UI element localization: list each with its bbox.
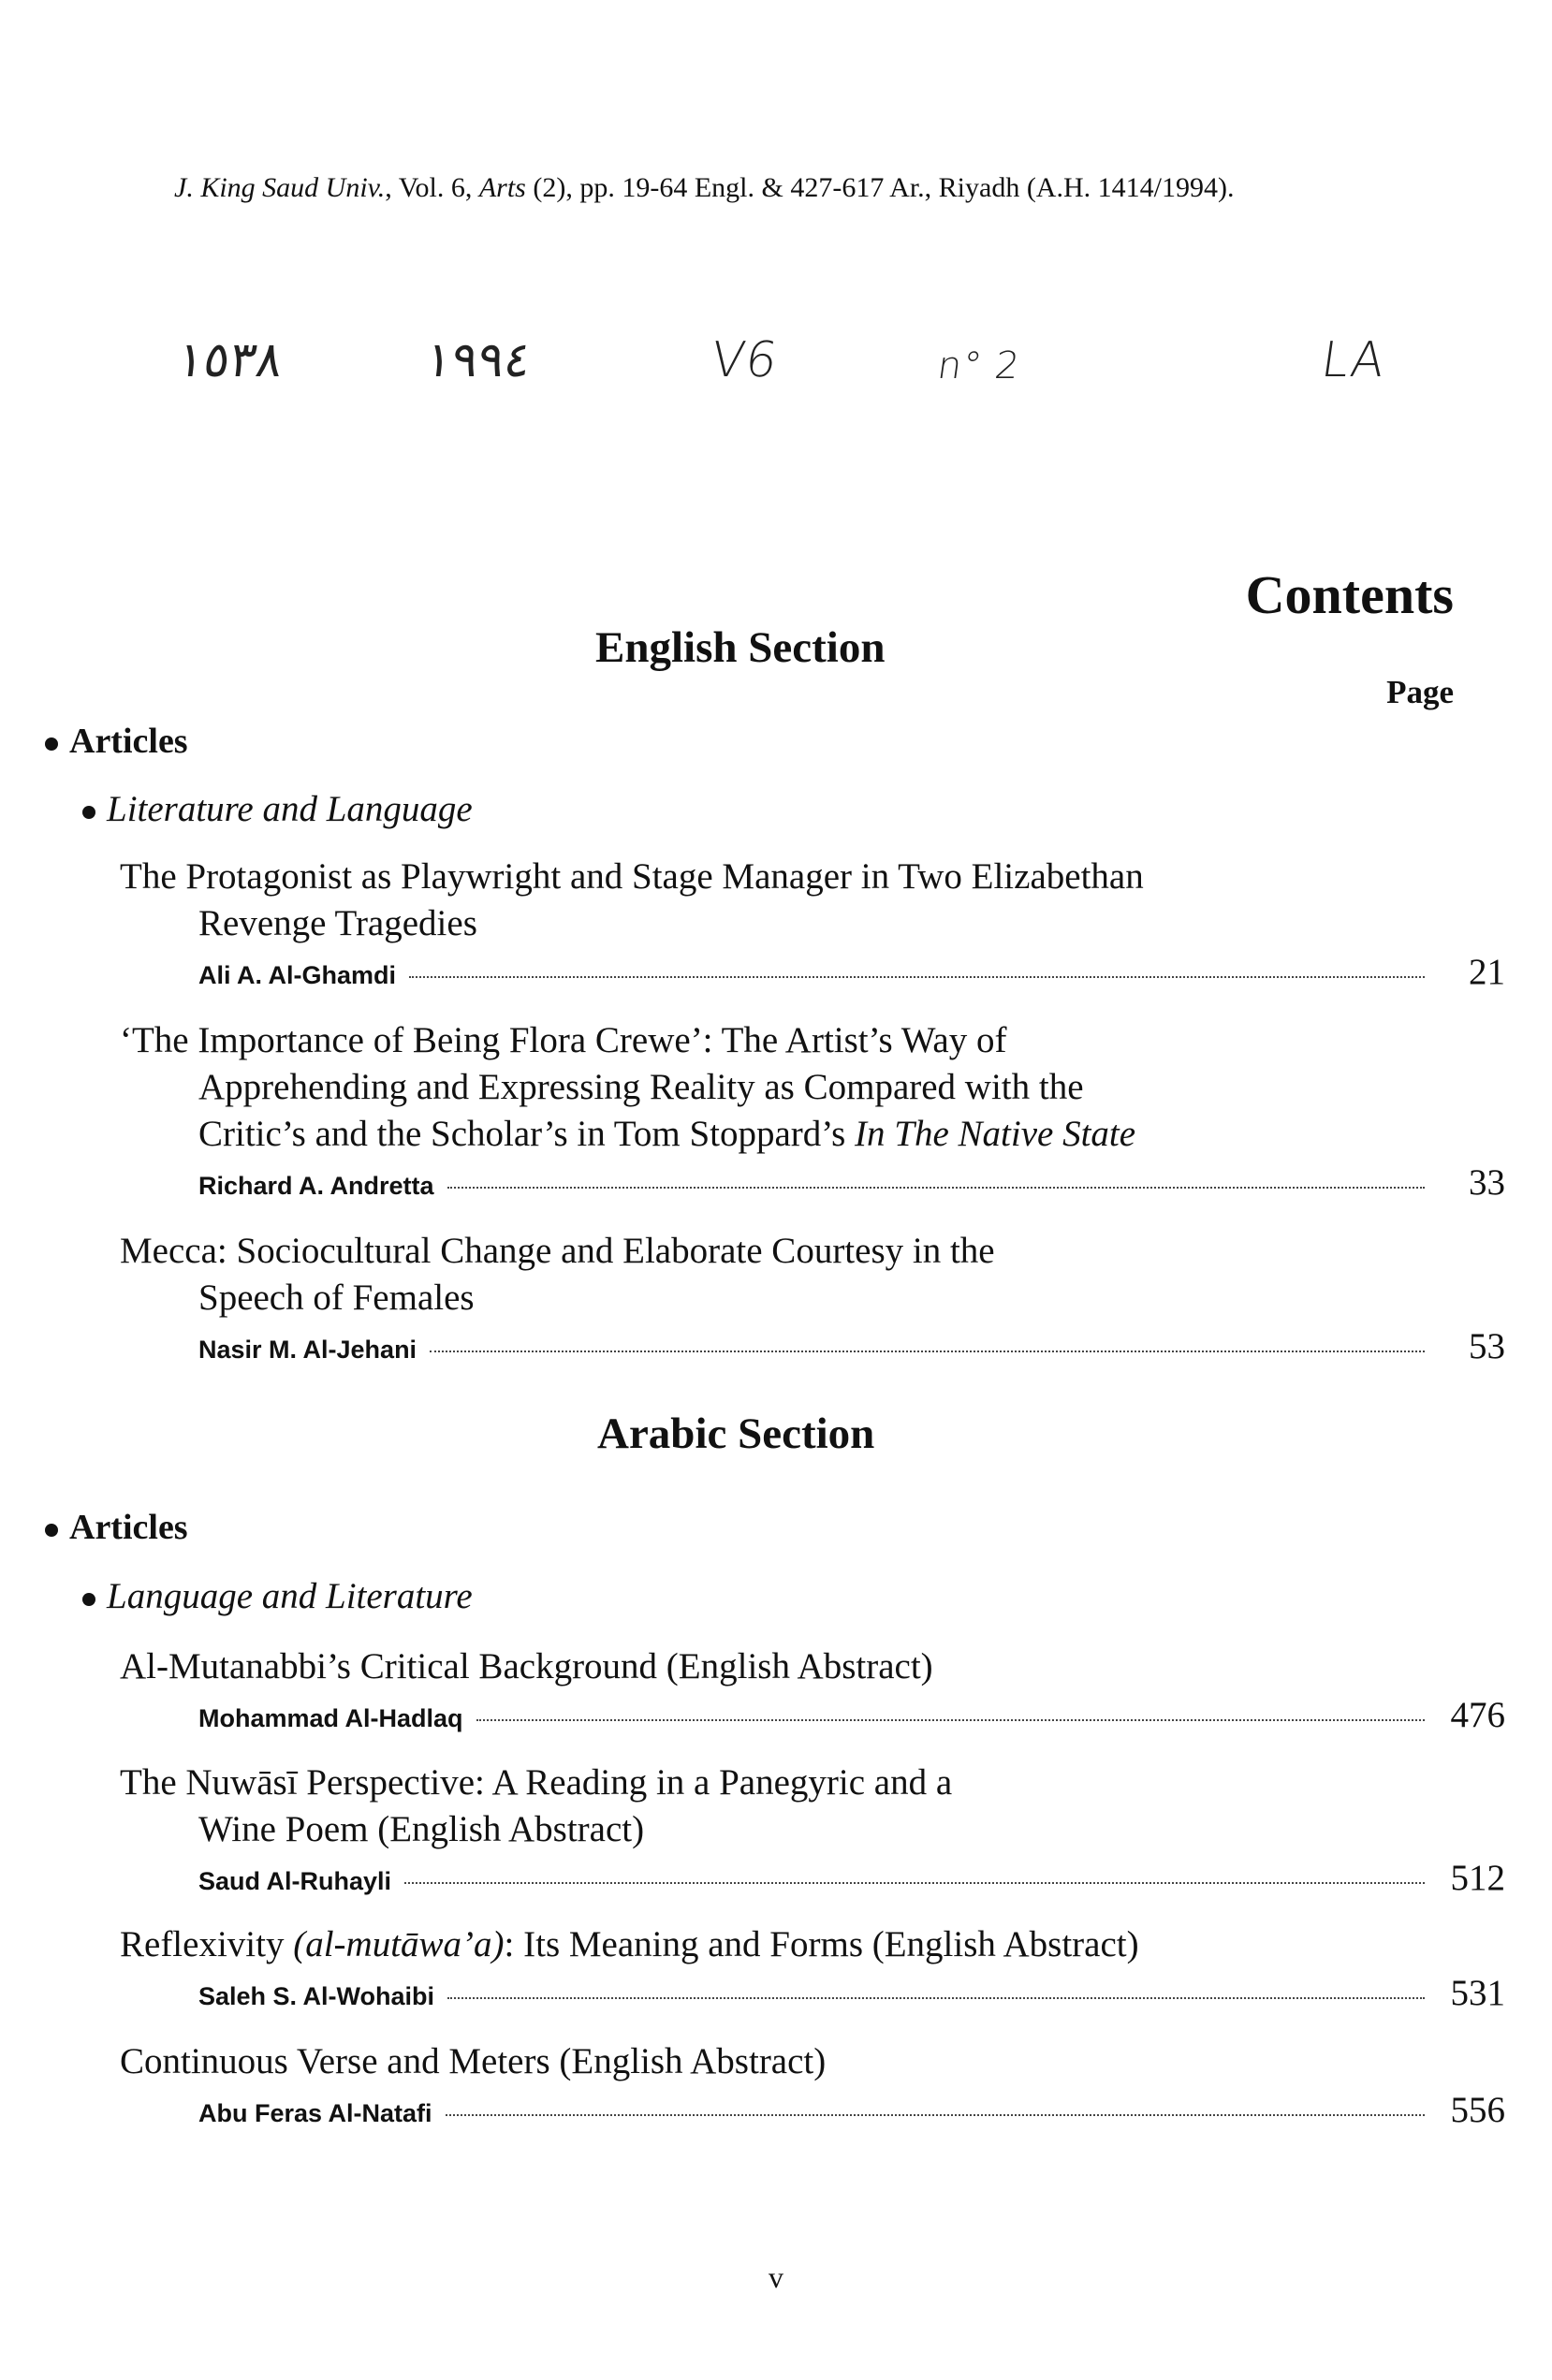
journal-citation: (2), pp. 19-64 Engl. & 427-617 Ar., Riyadh (A.H. 1414/1994). — [525, 172, 1235, 203]
journal-name: J. King Saud Univ. — [174, 172, 386, 203]
arabic-section-title: Arabic Section — [597, 1409, 875, 1458]
dot-leader — [447, 1997, 1425, 1999]
entry-page: 531 — [1450, 1973, 1505, 2013]
toc-entry[interactable] — [120, 1759, 1505, 1899]
entry-author: Ali A. Al-Ghamdi — [198, 961, 397, 989]
handwritten-code: LA — [1317, 332, 1389, 388]
entry-author: Mohammad Al-Hadlaq — [198, 1704, 463, 1732]
entry-author: Saleh S. Al-Wohaibi — [198, 1982, 435, 2010]
entry-page: 512 — [1450, 1858, 1505, 1898]
entry-page: 556 — [1450, 2090, 1505, 2130]
entry-title: Reflexivity (al-mutāwa’a): Its Meaning and Forms (English Abstract) — [120, 1924, 1139, 1964]
bullet-icon — [82, 806, 95, 819]
journal-arts: Arts — [478, 172, 526, 203]
arabic-category-heading — [82, 1575, 473, 1617]
english-category-label: Literature and Language — [107, 789, 473, 829]
entry-page: 21 — [1469, 952, 1505, 992]
entry-title: The Nuwāsī Perspective: A Reading in a Panegyric and a Wine Poem (English Abstract) — [120, 1762, 953, 1849]
english-section-title: English Section — [595, 623, 886, 672]
handwritten-year: ١٩٩٤ — [421, 332, 534, 388]
bullet-icon — [45, 1524, 58, 1537]
entry-author: Abu Feras Al-Natafi — [198, 2099, 432, 2127]
toc-entry[interactable] — [120, 2038, 1505, 2131]
toc-entry[interactable] — [120, 1017, 1505, 1204]
toc-entry[interactable] — [120, 1228, 1505, 1367]
entry-title: Al-Mutanabbi’s Critical Background (English Abstract) — [120, 1646, 933, 1686]
handwritten-call-number: ١٥٣٨ — [173, 332, 286, 388]
entry-author: Richard A. Andretta — [198, 1172, 434, 1200]
dot-leader — [430, 1351, 1425, 1352]
entry-page: 476 — [1450, 1695, 1505, 1735]
english-articles-heading — [45, 721, 188, 762]
english-category-heading — [82, 788, 473, 830]
entry-title: ‘The Importance of Being Flora Crewe’: The Artist’s Way of Apprehending and Expressing Reality as Compared with the Critic’s and the Scholar’s in Tom Stoppard’s In The Native State — [120, 1020, 1136, 1154]
handwritten-issue: n° 2 — [934, 344, 1023, 387]
journal-vol: , Vol. 6, — [385, 172, 479, 203]
entry-author: Nasir M. Al-Jehani — [198, 1336, 417, 1364]
handwritten-volume: V6 — [707, 332, 782, 388]
dot-leader — [404, 1882, 1425, 1884]
bullet-icon — [82, 1593, 95, 1606]
bullet-icon — [45, 737, 58, 751]
entry-page: 33 — [1469, 1162, 1505, 1203]
contents-title: Contents — [1245, 564, 1454, 625]
dot-leader — [446, 2114, 1425, 2116]
dot-leader — [476, 1719, 1425, 1721]
entry-title: The Protagonist as Playwright and Stage Manager in Two Elizabethan Revenge Tragedies — [120, 856, 1144, 943]
toc-entry[interactable] — [120, 1643, 1505, 1736]
toc-entry[interactable] — [120, 1921, 1505, 2014]
entry-title: Mecca: Sociocultural Change and Elaborate Courtesy in the Speech of Females — [120, 1231, 995, 1318]
dot-leader — [447, 1187, 1425, 1189]
toc-entry[interactable] — [120, 854, 1505, 993]
arabic-articles-heading — [45, 1507, 188, 1548]
arabic-articles-label: Articles — [69, 1508, 188, 1547]
dot-leader — [409, 976, 1425, 978]
entry-author: Saud Al-Ruhayli — [198, 1867, 392, 1895]
entry-title: Continuous Verse and Meters (English Abstract) — [120, 2041, 827, 2081]
page-number-footer: v — [769, 2260, 783, 2294]
entry-page: 53 — [1469, 1326, 1505, 1366]
english-articles-label: Articles — [69, 722, 188, 761]
journal-header — [174, 172, 1234, 204]
arabic-category-label: Language and Literature — [107, 1576, 473, 1616]
page-column-label: Page — [1386, 674, 1454, 710]
